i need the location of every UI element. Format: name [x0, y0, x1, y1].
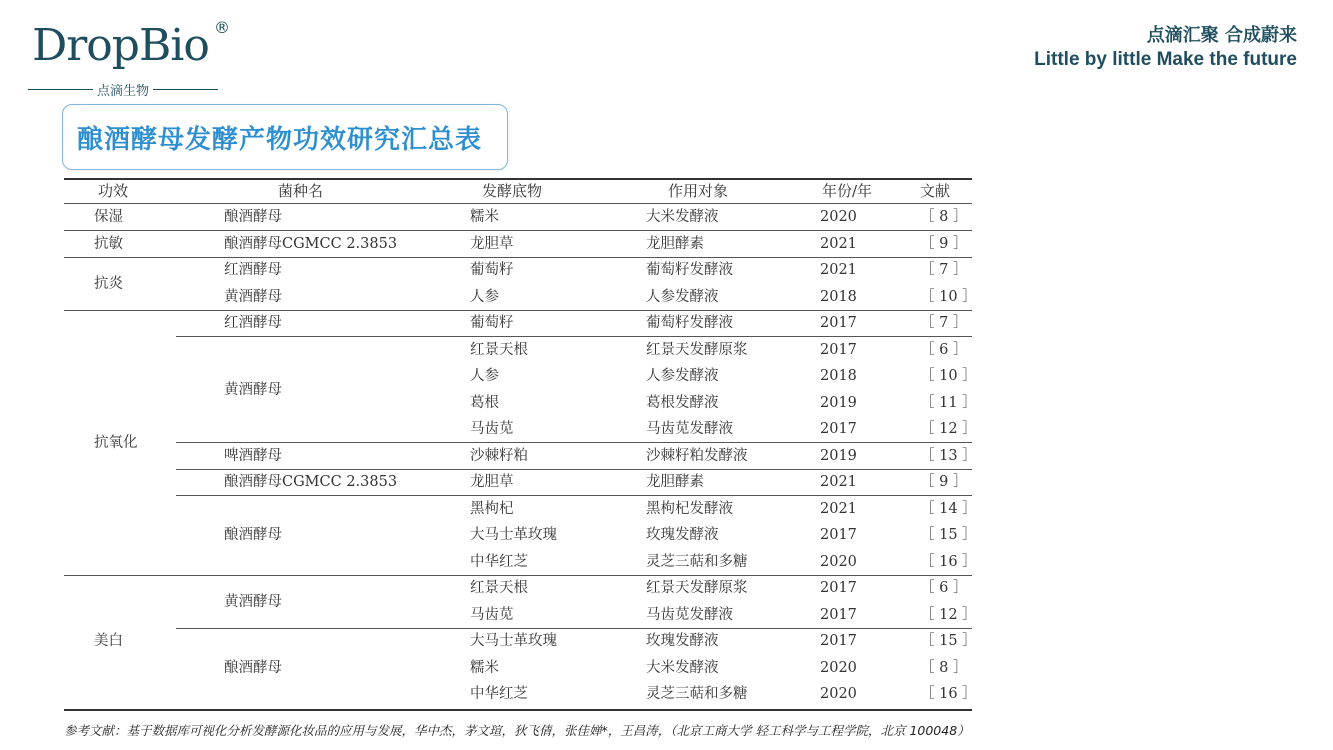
efficacy-cell: 抗炎: [94, 275, 123, 292]
reference-cell: ［ 7 ］: [920, 262, 968, 278]
target-cell: 龙胆酵素: [646, 235, 704, 252]
strain-cell: 黄酒酵母: [224, 288, 282, 305]
substrate-cell: 马齿苋: [470, 421, 514, 437]
logo-subtitle-row: [28, 80, 218, 99]
target-cell: 灵芝三萜和多糖: [646, 686, 748, 702]
slogan-cn: 点滴汇聚 合成蔚来: [1146, 25, 1297, 46]
table-rule: [64, 575, 972, 576]
registered-mark: ®: [214, 18, 230, 37]
strain-cell: 酿酒酵母: [224, 659, 282, 676]
target-cell: 葛根发酵液: [646, 394, 719, 411]
substrate-cell: 红景天根: [470, 580, 528, 596]
divider: [28, 89, 93, 90]
table-rule: [64, 709, 972, 711]
substrate-cell: 人参: [470, 368, 499, 384]
year-cell: 2020: [820, 659, 857, 676]
target-cell: 沙棘籽粕发酵液: [646, 447, 748, 464]
divider: [153, 89, 218, 90]
reference-cell: ［ 15 ］: [920, 633, 977, 649]
substrate-cell: 中华红芝: [470, 553, 528, 570]
year-cell: 2020: [820, 209, 857, 225]
substrate-cell: 黑枸杞: [470, 500, 514, 517]
target-cell: 大米发酵液: [646, 209, 719, 225]
reference-cell: ［ 9 ］: [920, 474, 968, 490]
table-rule: [64, 257, 972, 258]
strain-cell: 酿酒酵母CGMCC 2.3853: [224, 235, 398, 252]
logo-text: DropBio: [32, 20, 209, 71]
strain-cell: 酿酒酵母CGMCC 2.3853: [224, 474, 398, 491]
page-title: 酿酒酵母发酵产物功效研究汇总表: [77, 124, 483, 155]
table-rule: [64, 310, 972, 311]
year-cell: 2017: [820, 580, 857, 596]
target-cell: 葡萄籽发酵液: [646, 315, 733, 331]
reference-cell: ［ 12 ］: [920, 606, 977, 623]
substrate-cell: 糯米: [470, 209, 499, 225]
strain-cell: 啤酒酵母: [224, 447, 282, 464]
target-cell: 马齿苋发酵液: [646, 421, 733, 437]
target-cell: 灵芝三萜和多糖: [646, 553, 748, 570]
table-rule: [176, 495, 972, 496]
dropbio-logo: [28, 16, 238, 102]
title-box: [62, 104, 508, 170]
reference-cell: ［ 10 ］: [920, 368, 977, 384]
year-cell: 2017: [820, 527, 857, 543]
efficacy-cell: 抗敏: [94, 235, 123, 252]
logo-subtitle: 点滴生物: [97, 84, 150, 99]
reference-cell: ［ 9 ］: [920, 235, 968, 252]
reference-cell: ［ 8 ］: [920, 659, 968, 676]
table-rule: [64, 203, 972, 204]
target-cell: 玫瑰发酵液: [646, 633, 719, 649]
substrate-cell: 龙胆草: [470, 235, 514, 252]
substrate-cell: 龙胆草: [470, 474, 514, 490]
target-cell: 红景天发酵原浆: [646, 580, 748, 596]
column-header: 菌种名: [278, 182, 324, 200]
year-cell: 2020: [820, 686, 857, 702]
reference-cell: ［ 13 ］: [920, 447, 977, 464]
column-header: 功效: [98, 182, 129, 200]
year-cell: 2018: [820, 368, 857, 384]
efficacy-cell: 美白: [94, 633, 123, 650]
reference-cell: ［ 14 ］: [920, 500, 977, 517]
strain-cell: 黄酒酵母: [224, 381, 282, 398]
target-cell: 大米发酵液: [646, 659, 719, 676]
target-cell: 玫瑰发酵液: [646, 527, 719, 543]
substrate-cell: 人参: [470, 288, 499, 305]
column-header: 作用对象: [668, 182, 729, 200]
substrate-cell: 沙棘籽粕: [470, 447, 528, 464]
reference-footnote: 参考文献：基于数据库可视化分析发酵源化妆品的应用与发展，华中杰，茅文瑄，狄飞倩，张佳婵*，王昌涛，（北京工商大学 轻工科学与工程学院，北京 100048）: [64, 723, 970, 738]
substrate-cell: 糯米: [470, 659, 499, 676]
table-rule: [64, 230, 972, 231]
target-cell: 人参发酵液: [646, 288, 719, 305]
reference-cell: ［ 16 ］: [920, 553, 977, 570]
efficacy-cell: 抗氧化: [94, 434, 138, 451]
year-cell: 2017: [820, 633, 857, 649]
year-cell: 2021: [820, 474, 857, 490]
column-header: 文献: [920, 182, 951, 200]
target-cell: 马齿苋发酵液: [646, 606, 733, 623]
reference-cell: ［ 16 ］: [920, 686, 977, 702]
slogan-en: Little by little Make the future: [1034, 49, 1297, 70]
year-cell: 2017: [820, 606, 857, 623]
year-cell: 2017: [820, 421, 857, 437]
table-rule: [176, 336, 972, 337]
year-cell: 2021: [820, 262, 857, 278]
year-cell: 2019: [820, 394, 857, 411]
year-cell: 2019: [820, 447, 857, 464]
substrate-cell: 大马士革玫瑰: [470, 527, 557, 543]
substrate-cell: 红景天根: [470, 341, 528, 358]
strain-cell: 酿酒酵母: [224, 527, 282, 544]
reference-cell: ［ 11 ］: [920, 394, 977, 411]
year-cell: 2021: [820, 500, 857, 517]
reference-cell: ［ 6 ］: [920, 341, 968, 358]
column-header: 发酵底物: [482, 182, 543, 200]
efficacy-cell: 保湿: [94, 209, 123, 226]
strain-cell: 红酒酵母: [224, 262, 282, 279]
year-cell: 2018: [820, 288, 857, 305]
reference-cell: ［ 10 ］: [920, 288, 977, 305]
year-cell: 2017: [820, 341, 857, 358]
reference-cell: ［ 7 ］: [920, 315, 968, 331]
target-cell: 黑枸杞发酵液: [646, 500, 733, 517]
substrate-cell: 大马士革玫瑰: [470, 633, 557, 649]
target-cell: 龙胆酵素: [646, 474, 704, 490]
year-cell: 2017: [820, 315, 857, 331]
year-cell: 2021: [820, 235, 857, 252]
slogan: [1034, 24, 1297, 72]
strain-cell: 酿酒酵母: [224, 209, 282, 226]
reference-cell: ［ 12 ］: [920, 421, 977, 437]
strain-cell: 黄酒酵母: [224, 593, 282, 610]
substrate-cell: 葡萄籽: [470, 315, 514, 331]
target-cell: 人参发酵液: [646, 368, 719, 384]
reference-cell: ［ 6 ］: [920, 580, 968, 596]
reference-cell: ［ 8 ］: [920, 209, 968, 225]
strain-cell: 红酒酵母: [224, 315, 282, 332]
year-cell: 2020: [820, 553, 857, 570]
substrate-cell: 马齿苋: [470, 606, 514, 623]
substrate-cell: 中华红芝: [470, 686, 528, 702]
column-header: 年份/年: [822, 182, 873, 200]
substrate-cell: 葛根: [470, 394, 499, 411]
table-rule: [64, 178, 972, 180]
table-rule: [176, 442, 972, 443]
target-cell: 红景天发酵原浆: [646, 341, 748, 358]
target-cell: 葡萄籽发酵液: [646, 262, 733, 278]
substrate-cell: 葡萄籽: [470, 262, 514, 278]
table-rule: [176, 469, 972, 470]
reference-cell: ［ 15 ］: [920, 527, 977, 543]
table-rule: [176, 628, 972, 629]
